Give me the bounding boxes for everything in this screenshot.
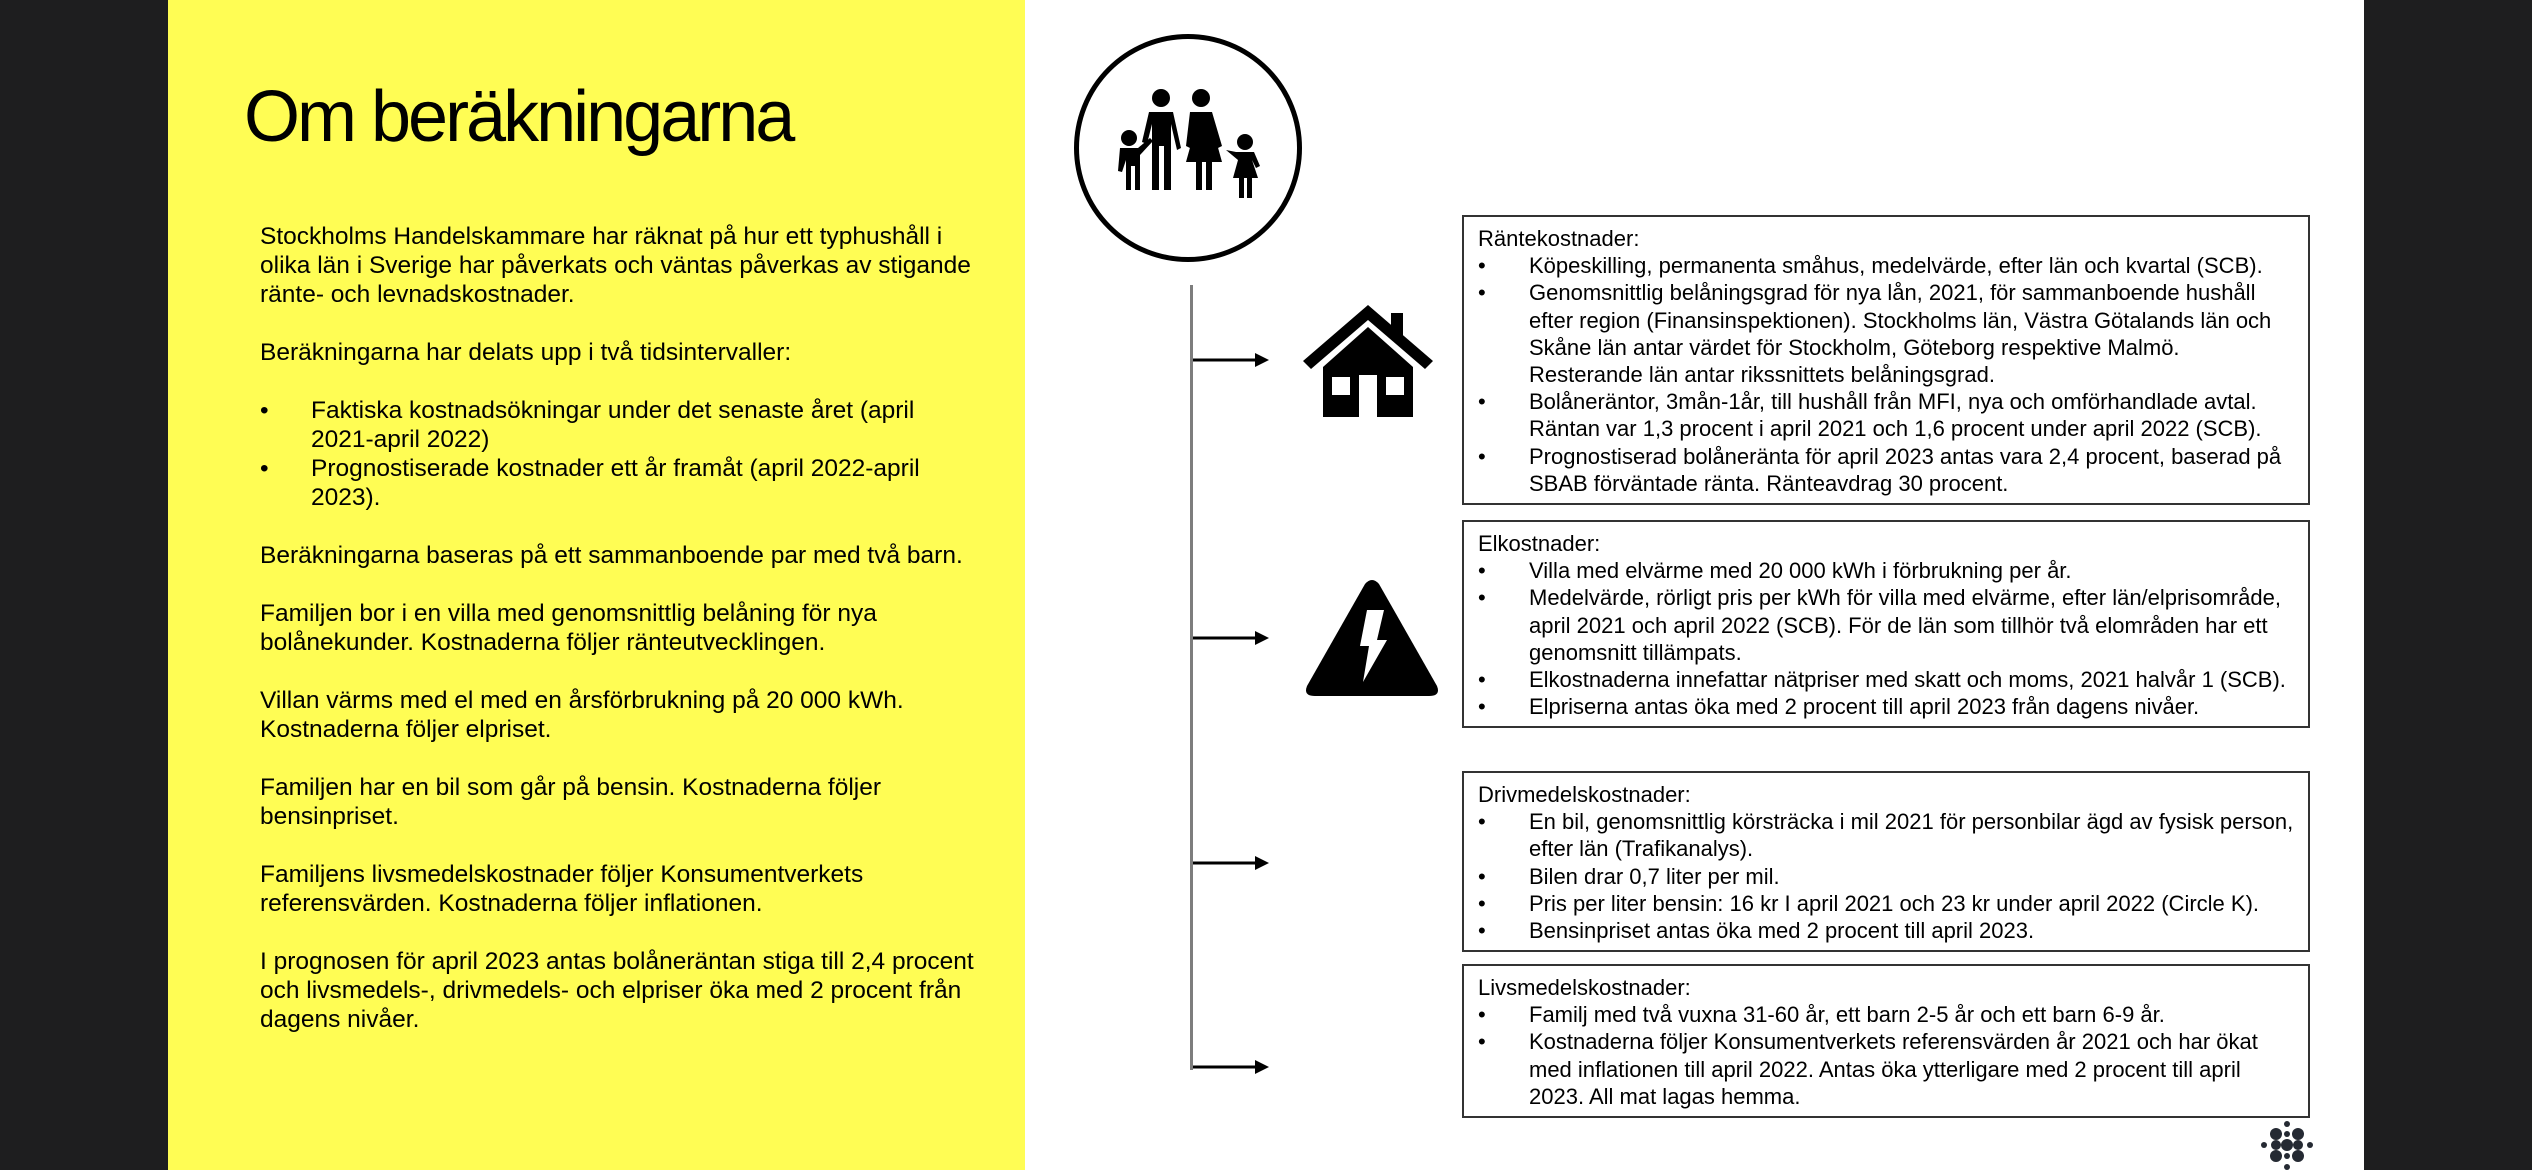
- box-item: • Bolåneräntor, 3mån-1år, till hushåll från MFI, nya och omförhandlade avtal. Räntan var 1,3 procent i april 2021 och 1,6 procent under april 2022 (SCB).: [1478, 388, 2294, 442]
- food-costs-box: [1462, 964, 2310, 1118]
- box-item: • Prognostiserad bolåneränta för april 2023 antas vara 2,4 procent, baserad på SBAB förväntade ränta. Ränteavdrag 30 procent.: [1478, 443, 2294, 497]
- box-item: • Familj med två vuxna 31-60 år, ett barn 2-5 år och ett barn 6-9 år.: [1478, 1001, 2294, 1028]
- timeline-line: [1190, 285, 1193, 1070]
- arrow-icon: [1193, 631, 1269, 645]
- intro-paragraph: Villan värms med el med en årsförbrukning på 20 000 kWh. Kostnaderna följer elpriset.: [260, 687, 904, 743]
- intro-paragraph: Stockholms Handelskammare har räknat på hur ett typhushåll i olika län i Sverige har påverkats och väntas påverkas av stigande ränte- och levnadskostnader.: [260, 223, 971, 308]
- family-icon: [1106, 86, 1270, 210]
- box-item: • Kostnaderna följer Konsumentverkets referensvärden år 2021 och har ökat med inflationen till april 2022. Antas öka ytterligare med 2 procent till april 2023. All mat lagas hemma.: [1478, 1028, 2294, 1110]
- box-list: [1478, 1001, 2294, 1110]
- box-heading: Elkostnader:: [1478, 531, 1601, 556]
- arrow-icon: [1193, 856, 1269, 870]
- intro-paragraph: Familjen har en bil som går på bensin. Kostnaderna följer bensinpriset.: [260, 774, 882, 830]
- electricity-warning-icon: [1305, 580, 1439, 698]
- box-list: [1478, 252, 2294, 497]
- interest-costs-box: [1462, 215, 2310, 505]
- page-title: Om beräkningarna: [244, 77, 793, 157]
- slide: [168, 0, 2364, 1170]
- intro-paragraph: I prognosen för april 2023 antas bolåneräntan stiga till 2,4 procent och livsmedels-, drivmedels- och elpriser öka med 2 procent från dagens nivåer.: [260, 948, 974, 1033]
- arrow-icon: [1193, 1060, 1269, 1074]
- box-item: • Bilen drar 0,7 liter per mil.: [1478, 863, 2294, 890]
- family-circle: [1074, 34, 1302, 262]
- intro-paragraph: Familjen bor i en villa med genomsnittlig belåning för nya bolånekunder. Kostnaderna följer ränteutvecklingen.: [260, 600, 877, 656]
- box-heading: Drivmedelskostnader:: [1478, 782, 1691, 807]
- arrow-icon: [1193, 353, 1269, 367]
- house-icon: [1303, 305, 1433, 417]
- electricity-costs-box: [1462, 520, 2310, 728]
- box-heading: Räntekostnader:: [1478, 226, 1640, 251]
- interval-item: • Prognostiserade kostnader ett år framåt (april 2022-april 2023).: [260, 454, 980, 512]
- box-item: • En bil, genomsnittlig körsträcka i mil 2021 för personbilar ägd av fysisk person, efter län (Trafikanalys).: [1478, 808, 2294, 862]
- dots-logo-icon: [2259, 1120, 2315, 1170]
- left-panel: [168, 0, 1025, 1170]
- intro-text: [260, 222, 980, 1063]
- box-item: • Elpriserna antas öka med 2 procent till april 2023 från dagens nivåer.: [1478, 693, 2294, 720]
- box-item: • Elkostnaderna innefattar nätpriser med skatt och moms, 2021 halvår 1 (SCB).: [1478, 666, 2294, 693]
- intro-paragraph: Beräkningarna har delats upp i två tidsintervaller:: [260, 339, 792, 366]
- fuel-costs-box: [1462, 771, 2310, 952]
- intro-paragraph: Beräkningarna baseras på ett sammanboende par med två barn.: [260, 542, 963, 569]
- intro-paragraph: Familjens livsmedelskostnader följer Konsumentverkets referensvärden. Kostnaderna följer inflationen.: [260, 861, 864, 917]
- interval-item: • Faktiska kostnadsökningar under det senaste året (april 2021-april 2022): [260, 396, 980, 454]
- box-item: • Genomsnittlig belåningsgrad för nya lån, 2021, för sammanboende hushåll efter region (Finansinspektionen). Stockholms län, Västra Götalands län och Skåne län antar värdet för Stockholm, Göteborg respektive Malmö. Resterande län antar rikssnittets belåningsgrad.: [1478, 279, 2294, 388]
- box-item: • Pris per liter bensin: 16 kr I april 2021 och 23 kr under april 2022 (Circle K).: [1478, 890, 2294, 917]
- box-item: • Köpeskilling, permanenta småhus, medelvärde, efter län och kvartal (SCB).: [1478, 252, 2294, 279]
- box-item: • Villa med elvärme med 20 000 kWh i förbrukning per år.: [1478, 557, 2294, 584]
- interval-list: [260, 396, 980, 512]
- box-list: [1478, 808, 2294, 944]
- box-heading: Livsmedelskostnader:: [1478, 975, 1691, 1000]
- box-item: • Medelvärde, rörligt pris per kWh för villa med elvärme, efter län/elprisområde, april 2021 och april 2022 (SCB). För de län som tillhör två elområden har ett genomsnitt tillämpats.: [1478, 584, 2294, 666]
- box-list: [1478, 557, 2294, 720]
- box-item: • Bensinpriset antas öka med 2 procent till april 2023.: [1478, 917, 2294, 944]
